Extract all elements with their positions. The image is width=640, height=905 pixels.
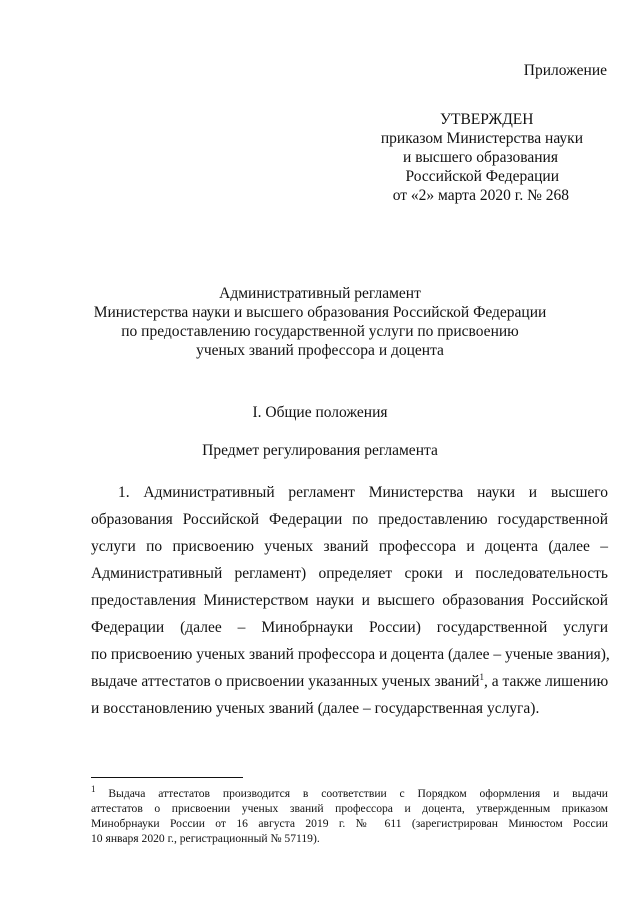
approval-date: от «2» марта 2020 г. № 268 xyxy=(392,187,569,204)
paragraph-line: предоставления Министерством науки и высшего образования Российской xyxy=(91,592,608,609)
document-title-line: по предоставлению государственной услуги по присвоению xyxy=(121,323,519,340)
document-title-line: ученых званий профессора и доцента xyxy=(196,342,444,359)
footnote-reference: 1 xyxy=(479,671,485,682)
paragraph-line: 1. Административный регламент Министерства науки и высшего xyxy=(118,484,608,501)
footnote-line xyxy=(91,784,608,801)
paragraph-line: Федерации (далее – Минобрнауки России) государственной услуги xyxy=(91,619,608,636)
paragraph-line: по присвоению ученых званий профессора и доцента (далее – ученые звания), xyxy=(91,646,610,663)
section-subheading: Предмет регулирования регламента xyxy=(202,442,438,459)
paragraph-line-with-footnote xyxy=(91,673,608,691)
footnote-marker: 1 xyxy=(91,784,96,795)
paragraph-line: и восстановлению ученых званий (далее – государственная услуга). xyxy=(91,700,540,717)
document-title: Административный регламент xyxy=(219,285,421,302)
footnote-separator xyxy=(91,777,243,778)
footnote-line: аттестатов о присвоении ученых званий профессора и доцента, утвержденным приказом xyxy=(91,802,608,815)
footnote-text: Выдача аттестатов производится в соответствии с Порядком оформления и выдачи xyxy=(95,787,608,800)
approval-stamp-title: УТВЕРЖДЕН xyxy=(440,111,534,128)
paragraph-line: Административный регламент) определяет сроки и последовательность xyxy=(91,565,608,582)
footnote-line: 10 января 2020 г., регистрационный № 57119). xyxy=(91,832,320,845)
approval-line: и высшего образования xyxy=(403,149,558,166)
paragraph-line: услуги по присвоению ученых званий профессора и доцента (далее – xyxy=(91,538,608,555)
paragraph-line: образования Российской Федерации по предоставлению государственной xyxy=(91,511,608,528)
approval-line: приказом Министерства науки xyxy=(380,130,583,147)
paragraph-text: выдаче аттестатов о присвоении указанных ученых званий xyxy=(91,673,480,690)
section-heading: I. Общие положения xyxy=(252,404,388,421)
document-title-line: Министерства науки и высшего образования Российской Федерации xyxy=(93,304,547,321)
approval-line: Российской Федерации xyxy=(405,168,559,185)
appendix-label: Приложение xyxy=(523,62,607,79)
paragraph-text: , а также лишению xyxy=(484,673,609,690)
footnote-line: Минобрнауки России от 16 августа 2019 г. № 611 (зарегистрирован Минюстом России xyxy=(91,817,608,830)
